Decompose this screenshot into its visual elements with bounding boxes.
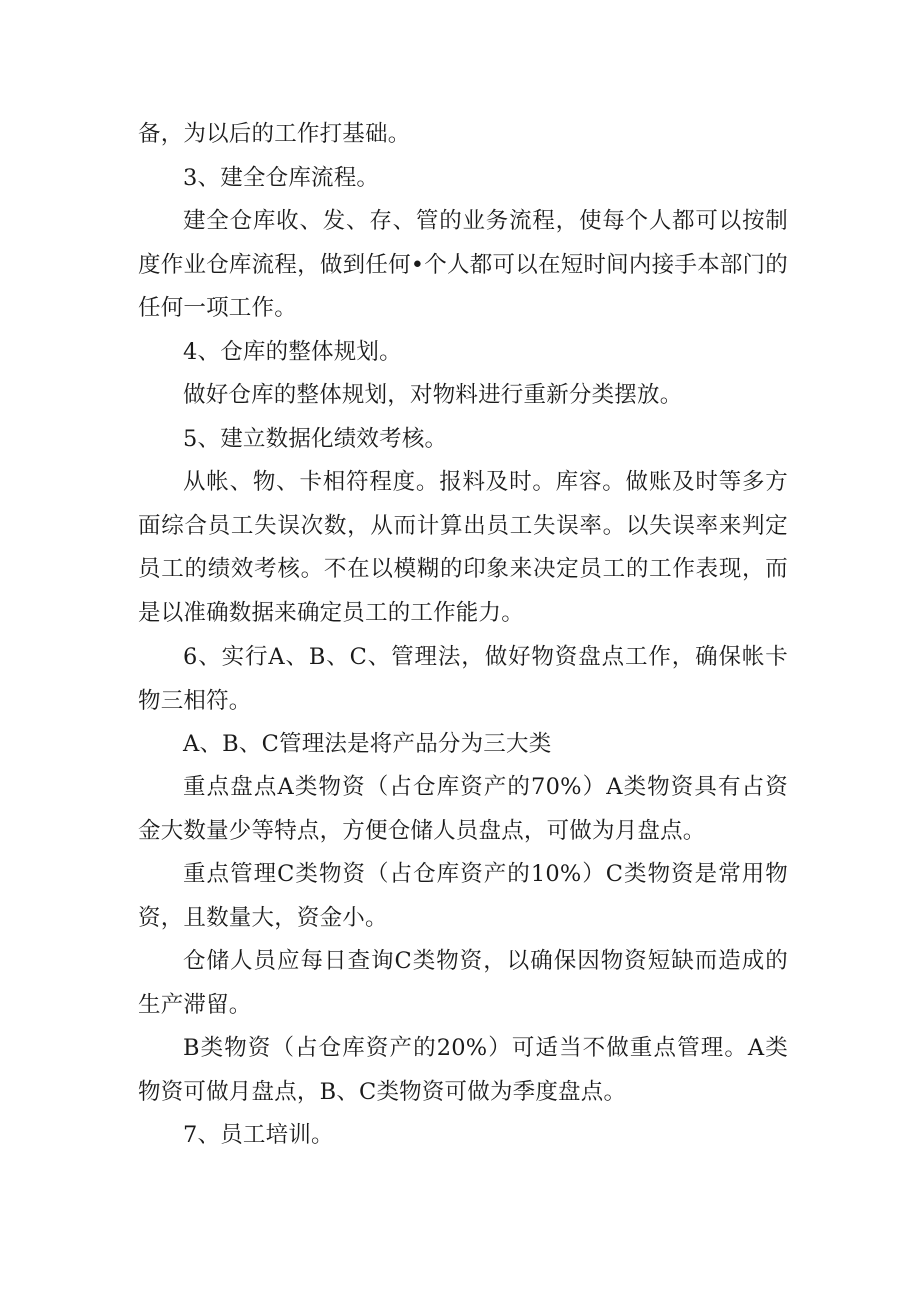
paragraph-process: 建全仓库收、发、存、管的业务流程，使每个人都可以按制度作业仓库流程，做到任何•个人都可以在短时间内接手本部门的任何一项工作。 bbox=[138, 208, 788, 322]
paragraph-class-a: 重点盘点A类物资（占仓库资产的70%）A类物资具有占资金大数量少等特点，方便仓储人员盘点，可做为月盘点。 bbox=[138, 774, 788, 844]
paragraph-continuation: 备，为以后的工作打基础。 bbox=[138, 121, 411, 147]
paragraph-planning: 做好仓库的整体规划，对物料进行重新分类摆放。 bbox=[183, 382, 683, 408]
section-heading-3: 3、建全仓库流程。 bbox=[183, 165, 380, 191]
paragraph-abc-intro: A、B、C管理法是将产品分为三大类 bbox=[183, 731, 552, 757]
section-heading-4: 4、仓库的整体规划。 bbox=[183, 339, 402, 365]
section-heading-6: 6、实行A、B、C、管理法，做好物资盘点工作，确保帐卡物三相符。 bbox=[138, 644, 788, 714]
section-heading-5: 5、建立数据化绩效考核。 bbox=[183, 426, 448, 452]
paragraph-performance: 从帐、物、卡相符程度。报料及时。库容。做账及时等多方面综合员工失误次数，从而计算出员工失误率。以失误率来判定员工的绩效考核。不在以模糊的印象来决定员工的工作表现，而是以准确数据来确定员工的工作能力。 bbox=[138, 469, 788, 626]
section-heading-7: 7、员工培训。 bbox=[183, 1122, 334, 1148]
paragraph-class-b: B类物资（占仓库资产的20%）可适当不做重点管理。A类物资可做月盘点，B、C类物资可做为季度盘点。 bbox=[138, 1035, 788, 1105]
paragraph-class-c: 重点管理C类物资（占仓库资产的10%）C类物资是常用物资，且数量大，资金小。 bbox=[138, 861, 788, 931]
paragraph-daily-check: 仓储人员应每日查询C类物资，以确保因物资短缺而造成的生产滞留。 bbox=[138, 948, 788, 1018]
